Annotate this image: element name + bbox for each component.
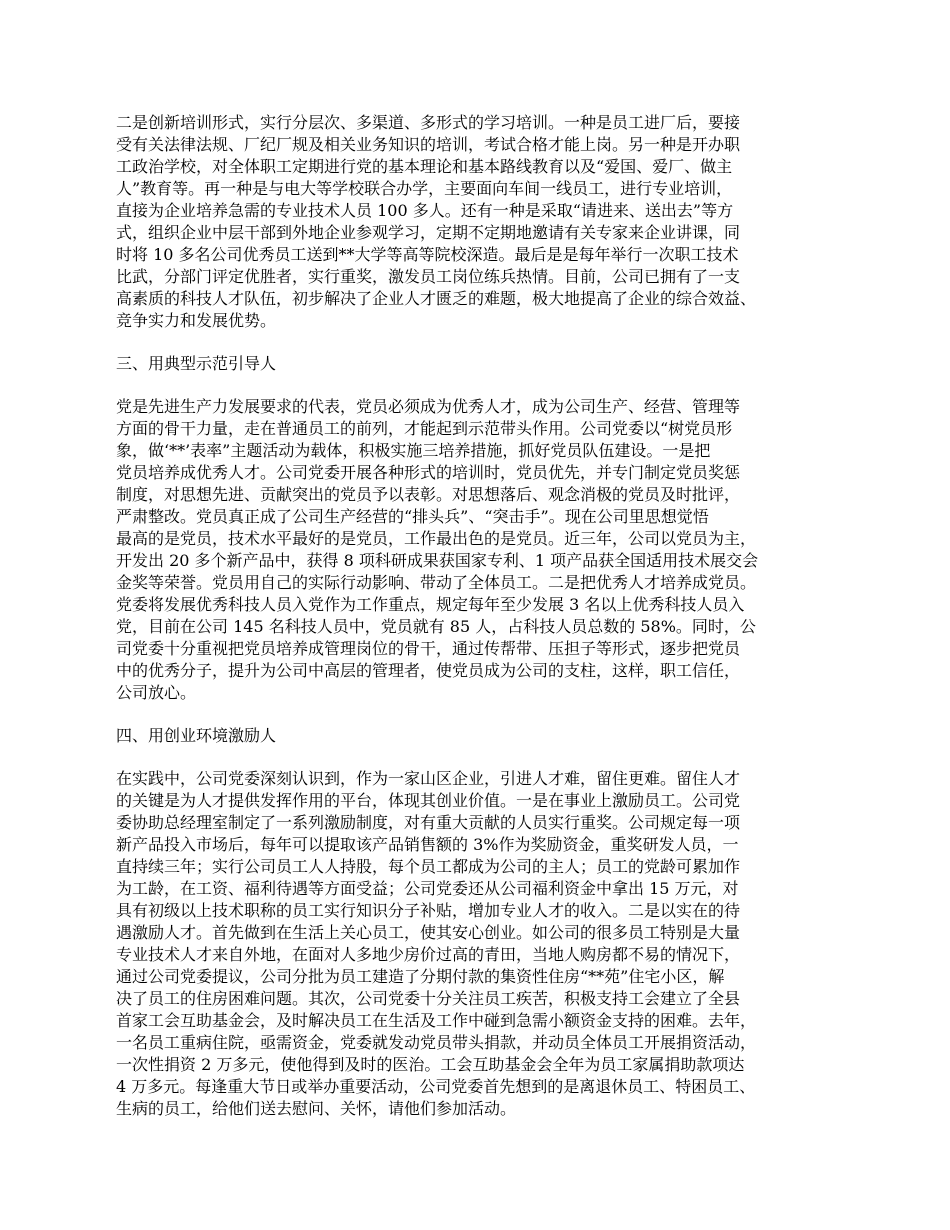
text-line: 生病的员工，给他们送去慰问、关怀，请他们参加活动。 <box>116 1099 517 1118</box>
text-line: 党，目前在公司 145 名科技人员中，党员就有 85 人，占科技人员总数的 58%。同时，公 <box>116 617 756 636</box>
text-line: 为工龄，在工资、福利待遇等方面受益；公司党委还从公司福利资金中拿出 15 万元，对 <box>116 879 739 898</box>
text-line: 一名员工重病住院，亟需资金，党委就发动党员带头捐款，并动员全体员工开展捐资活动， <box>116 1033 757 1052</box>
text-line: 公司放心。 <box>116 683 197 702</box>
text-line: 新产品投入市场后，每年可以提取该产品销售额的 3%作为奖励资金，重奖研发人员，一 <box>116 835 739 854</box>
text-line: 首家工会互助基金会，及时解决员工在生活及工作中碰到急需小额资金支持的困难。去年， <box>116 1011 757 1030</box>
text-line: 二是创新培训形式，实行分层次、多渠道、多形式的学习培训。一种是员工进厂后，要接 <box>116 113 741 132</box>
text-line: 通过公司党委提议，公司分批为员工建造了分期付款的集资性住房“**苑”住宅小区，解 <box>116 967 725 986</box>
text-line: 决了员工的住房困难问题。其次，公司党委十分关注员工疾苦，积极支持工会建立了全县 <box>116 989 741 1008</box>
text-line: 时将 10 多名公司优秀员工送到**大学等高等院校深造。最后是是每年举行一次职工技术 <box>116 245 739 264</box>
text-line: 遇激励人才。首先做到在生活上关心员工，使其安心创业。如公司的很多员工特别是大量 <box>116 923 741 942</box>
text-line: 比武，分部门评定优胜者，实行重奖，激发员工岗位练兵热情。目前，公司已拥有了一支 <box>116 267 741 286</box>
text-line: 党员培养成优秀人才。公司党委开展各种形式的培训时，党员优先，并专门制定党员奖惩 <box>116 463 741 482</box>
text-line: 人”教育等。再一种是与电大等学校联合办学，主要面向车间一线员工，进行专业培训， <box>116 179 733 198</box>
text-line: 委协助总经理室制定了一系列激励制度，对有重大贡献的人员实行重奖。公司规定每一项 <box>116 813 741 832</box>
text-line: 中的优秀分子，提升为公司中高层的管理者，使党员成为公司的支柱，这样，职工信任， <box>116 661 741 680</box>
paragraph-entrepreneurial-environment <box>116 768 854 1120</box>
heading-text: 三、用典型示范引导人 <box>116 354 277 373</box>
text-line: 4 万多元。每逢重大节日或举办重要活动，公司党委首先想到的是离退休员工、特困员工、 <box>116 1077 756 1096</box>
section-heading-4 <box>116 725 854 747</box>
text-line: 党是先进生产力发展要求的代表，党员必须成为优秀人才，成为公司生产、经营、管理等 <box>116 397 741 416</box>
paragraph-party-members <box>116 396 854 704</box>
text-line: 制度，对思想先进、贡献突出的党员予以表彰。对思想落后、观念消极的党员及时批评， <box>116 485 741 504</box>
text-line: 开发出 20 多个新产品中，获得 8 项科研成果获国家专利、1 项产品获全国适用技术展交会 <box>116 551 759 570</box>
text-line: 司党委十分重视把党员培养成管理岗位的骨干，通过传帮带、压担子等形式，逐步把党员 <box>116 639 741 658</box>
text-line: 方面的骨干力量，走在普通员工的前列，才能起到示范带头作用。公司党委以“树党员形 <box>116 419 733 438</box>
text-line: 直持续三年；实行公司员工人人持股，每个员工都成为公司的主人；员工的党龄可累加作 <box>116 857 741 876</box>
text-line: 严肃整改。党员真正成了公司生产经营的“排头兵”、“突击手”。现在公司里思想觉悟 <box>116 507 709 526</box>
heading-text: 四、用创业环境激励人 <box>116 726 277 745</box>
text-line: 竞争实力和发展优势。 <box>116 311 277 330</box>
document-page <box>116 112 854 1141</box>
text-line: 具有初级以上技术职称的员工实行知识分子补贴，增加专业人才的收入。二是以实在的待 <box>116 901 741 920</box>
text-line: 高素质的科技人才队伍，初步解决了企业人才匮乏的难题，极大地提高了企业的综合效益、 <box>116 289 757 308</box>
text-line: 在实践中，公司党委深刻认识到，作为一家山区企业，引进人才难，留住更难。留住人才 <box>116 769 741 788</box>
text-line: 象，做‘**’表率”主题活动为载体，积极实施三培养措施，抓好党员队伍建设。一是把 <box>116 441 711 460</box>
text-line: 专业技术人才来自外地，在面对人多地少房价过高的青田，当地人购房都不易的情况下， <box>116 945 741 964</box>
text-line: 最高的是党员，技术水平最好的是党员，工作最出色的是党员。近三年，公司以党员为主， <box>116 529 757 548</box>
section-heading-3 <box>116 353 854 375</box>
text-line: 的关键是为人才提供发挥作用的平台，体现其创业价值。一是在事业上激励员工。公司党 <box>116 791 741 810</box>
text-line: 直接为企业培养急需的专业技术人员 100 多人。还有一种是采取“请进来、送出去”等方 <box>116 201 734 220</box>
text-line: 一次性捐资 2 万多元，使他得到及时的医治。工会互助基金会全年为员工家属捐助款项达 <box>116 1055 745 1074</box>
text-line: 受有关法律法规、厂纪厂规及相关业务知识的培训，考试合格才能上岗。另一种是开办职 <box>116 135 741 154</box>
text-line: 工政治学校，对全体职工定期进行党的基本理论和基本路线教育以及“爱国、爱厂、做主 <box>116 157 733 176</box>
text-line: 式，组织企业中层干部到外地企业参观学习，定期不定期地邀请有关专家来企业讲课，同 <box>116 223 741 242</box>
paragraph-training-forms <box>116 112 854 332</box>
text-line: 党委将发展优秀科技人员入党作为工作重点，规定每年至少发展 3 名以上优秀科技人员入 <box>116 595 745 614</box>
text-line: 金奖等荣誉。党员用自己的实际行动影响、带动了全体员工。二是把优秀人才培养成党员。 <box>116 573 757 592</box>
